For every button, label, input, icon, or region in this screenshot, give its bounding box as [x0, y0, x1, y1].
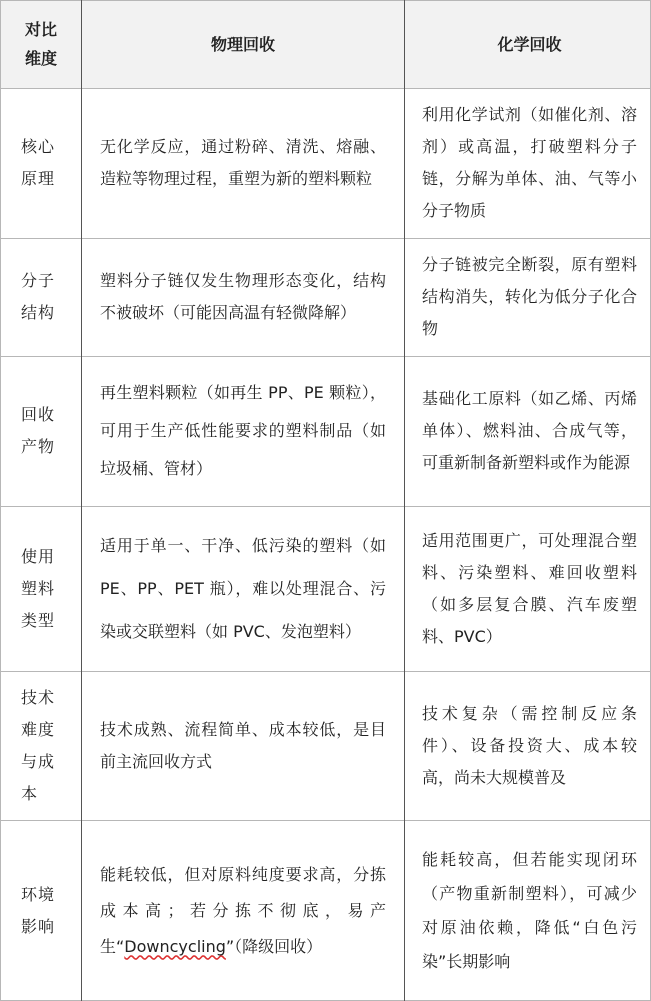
physical-text-post: ”（降级回收） — [225, 936, 323, 956]
physical-cell — [82, 506, 404, 671]
table-row — [0, 671, 651, 820]
chemical-text: 利用化学试剂（如催化剂、溶剂）或高温，打破塑料分子链，分解为单体、油、气等小分子物质 — [422, 105, 637, 220]
chemical-cell — [404, 88, 651, 238]
header-dimension-label: 对比维度 — [24, 20, 57, 68]
chemical-text: 技术复杂（需控制反应条件）、设备投资大、成本较高，尚未大规模普及 — [422, 703, 637, 787]
chemical-text: 能耗较高，但若能实现闭环（产物重新制塑料），可减少对原油依赖，降低“白色污染”长期影响 — [422, 849, 637, 971]
row-divider — [0, 356, 651, 357]
table-border-left — [0, 0, 1, 1001]
table-row — [0, 238, 651, 356]
row-divider — [0, 820, 651, 821]
chemical-cell — [404, 238, 651, 356]
header-cell-chemical — [404, 0, 651, 88]
row-label: 环境影响 — [21, 884, 56, 936]
chemical-cell — [404, 671, 651, 820]
physical-text-pre: 能耗较低，但对原料纯度要求高，分拣成本高；若分拣不彻底，易产生“ — [100, 864, 386, 956]
header-cell-dimension — [0, 0, 82, 88]
table-row — [0, 88, 651, 238]
row-label-cell — [0, 238, 82, 356]
physical-cell — [82, 356, 404, 506]
physical-cell — [82, 820, 404, 1001]
chemical-cell — [404, 356, 651, 506]
row-label-cell — [0, 820, 82, 1001]
physical-cell — [82, 671, 404, 820]
downcycling-term: Downcycling — [124, 936, 226, 956]
row-label: 使用塑料类型 — [21, 546, 56, 630]
row-label-cell — [0, 356, 82, 506]
table-header-row — [0, 0, 651, 88]
row-label: 技术难度与成本 — [21, 687, 56, 803]
chemical-cell — [404, 506, 651, 671]
physical-text: 塑料分子链仅发生物理形态变化，结构不被破坏（可能因高温有轻微降解） — [100, 271, 386, 322]
column-divider — [404, 0, 405, 1001]
physical-text — [100, 857, 386, 965]
physical-text: 技术成熟、流程简单、成本较低，是目前主流回收方式 — [100, 719, 386, 771]
chemical-text: 适用范围更广，可处理混合塑料、污染塑料、难回收塑料（如多层复合膜、汽车废塑料、PVC） — [422, 530, 637, 646]
physical-text: 无化学反应，通过粉碎、清洗、熔融、造粒等物理过程，重塑为新的塑料颗粒 — [100, 137, 386, 188]
header-cell-physical — [82, 0, 404, 88]
physical-cell — [82, 238, 404, 356]
table-row — [0, 506, 651, 671]
row-label: 回收产物 — [21, 405, 56, 456]
header-chemical-label: 化学回收 — [497, 34, 562, 54]
table-row — [0, 356, 651, 506]
column-divider — [81, 0, 82, 1001]
table-row — [0, 820, 651, 1001]
physical-cell — [82, 88, 404, 238]
row-divider — [0, 671, 651, 672]
row-label: 分子结构 — [21, 271, 56, 322]
physical-text: 再生塑料颗粒（如再生 PP、PE 颗粒），可用于生产低性能要求的塑料制品（如垃圾桶、管材） — [100, 383, 386, 478]
table-border-top — [0, 0, 651, 1]
chemical-text: 基础化工原料（如乙烯、丙烯单体）、燃料油、合成气等，可重新制备新塑料或作为能源 — [422, 389, 637, 472]
row-label: 核心原理 — [21, 137, 56, 188]
row-label-cell — [0, 671, 82, 820]
header-physical-label: 物理回收 — [210, 34, 275, 54]
physical-text: 适用于单一、干净、低污染的塑料（如 PE、PP、PET 瓶），难以处理混合、污染或交联塑料（如 PVC、发泡塑料） — [100, 536, 386, 641]
chemical-text: 分子链被完全断裂，原有塑料结构消失，转化为低分子化合物 — [422, 255, 637, 338]
chemical-cell — [404, 820, 651, 1001]
row-divider — [0, 238, 651, 239]
row-label-cell — [0, 506, 82, 671]
row-divider — [0, 506, 651, 507]
row-label-cell — [0, 88, 82, 238]
row-divider — [0, 88, 651, 89]
